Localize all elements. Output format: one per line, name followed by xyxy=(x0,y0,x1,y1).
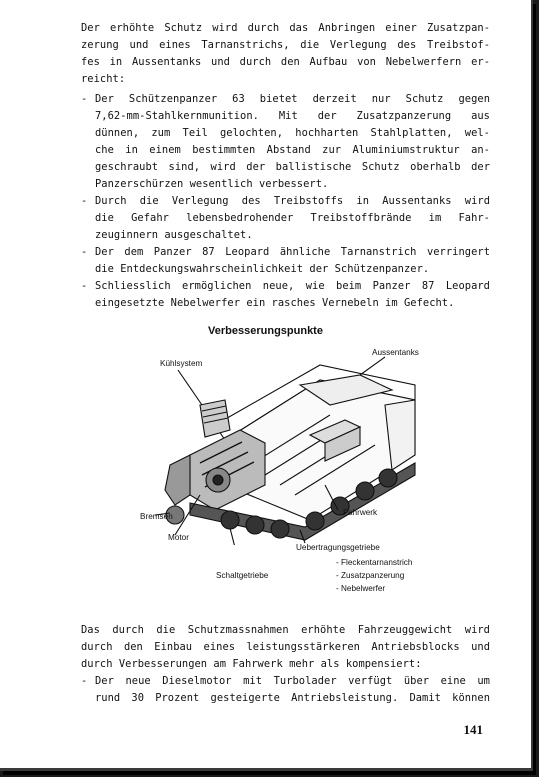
text-line: die Entdeckungswahrscheinlichkeit der Schützenpanzer. xyxy=(95,263,430,275)
bullet-dash: - xyxy=(81,675,88,687)
text-line: durch den Einbau eines leistungsstärkeren Antriebsblocks und xyxy=(81,641,490,653)
text-line: Der erhöhte Schutz wird durch das Anbringen einer Zusatzpan- xyxy=(81,22,490,34)
text-line: Der Schützenpanzer 63 bietet derzeit nur Schutz gegen xyxy=(95,93,490,105)
text-line: durch Verbesserungen am Fahrwerk mehr als kompensiert: xyxy=(81,658,422,670)
text-line: Panzerschürzen wesentlich verbessert. xyxy=(95,178,329,190)
label-kuehlsystem: Kühlsystem xyxy=(160,359,203,368)
label-schaltgetriebe: Schaltgetriebe xyxy=(216,571,269,580)
text-line: Der dem Panzer 87 Leopard ähnliche Tarnanstrich verringert xyxy=(95,246,490,258)
bullet-dash: - xyxy=(81,246,88,258)
text-line: die Gefahr lebensbedrohender Treibstoffbrände im Fahr- xyxy=(95,212,490,224)
text-line: che in einem bestimmten Abstand zur Aluminiumstruktur an- xyxy=(95,144,490,156)
label-motor: Motor xyxy=(168,533,189,542)
label-uebertragungsgetriebe: Uebertragungsgetriebe xyxy=(296,543,380,552)
text-line: 7,62-mm-Stahlkernmunition. Mit der Zusatzpanzerung aus xyxy=(95,110,490,122)
text-line: fes in Aussentanks und durch den Aufbau von Nebelwerfern er- xyxy=(81,56,490,68)
text-line: eingesetzte Nebelwerfer ein rasches Vernebeln im Gefecht. xyxy=(95,297,455,309)
text-line: Das durch die Schutzmassnahmen erhöhte Fahrzeuggewicht wird xyxy=(81,624,490,636)
page-number: 141 xyxy=(463,722,483,737)
text-line: zeuginnern ausgeschaltet. xyxy=(95,229,253,241)
figure-caption: Verbesserungspunkte xyxy=(208,325,323,337)
label-aussentanks: Aussentanks xyxy=(372,348,419,357)
legend-zusatzpanzerung: - Zusatzpanzerung xyxy=(336,571,405,580)
text-line: dünnen, zum Teil gelochten, hochharten Stahlplatten, wel- xyxy=(95,127,490,139)
text-line: reicht: xyxy=(81,73,126,85)
label-fahrwerk: Fahrwerk xyxy=(343,508,378,517)
text-line: rund 30 Prozent gesteigerte Antriebsleistung. Damit können xyxy=(95,692,490,704)
label-bremsen: Bremsen xyxy=(140,512,173,521)
text-line: Der neue Dieselmotor mit Turbolader verfügt über eine um xyxy=(95,675,490,687)
bullet-dash: - xyxy=(81,280,88,292)
text-line: zerung und eines Tarnanstrichs, die Verlegung des Treibstof- xyxy=(81,39,490,51)
text-line: Durch die Verlegung des Treibstoffs in Aussentanks wird xyxy=(95,195,490,207)
text-line: geschraubt sind, wird der ballistische Schutz oberhalb der xyxy=(95,161,490,173)
vehicle-cutaway-illustration xyxy=(130,345,430,545)
bullet-dash: - xyxy=(81,93,88,105)
legend-nebelwerfer: - Nebelwerfer xyxy=(336,584,386,593)
bullet-dash: - xyxy=(81,195,88,207)
legend-fleckentarnanstrich: - Fleckentarnanstrich xyxy=(336,558,413,567)
text-line: Schliesslich ermöglichen neue, wie beim Panzer 87 Leopard xyxy=(95,280,490,292)
